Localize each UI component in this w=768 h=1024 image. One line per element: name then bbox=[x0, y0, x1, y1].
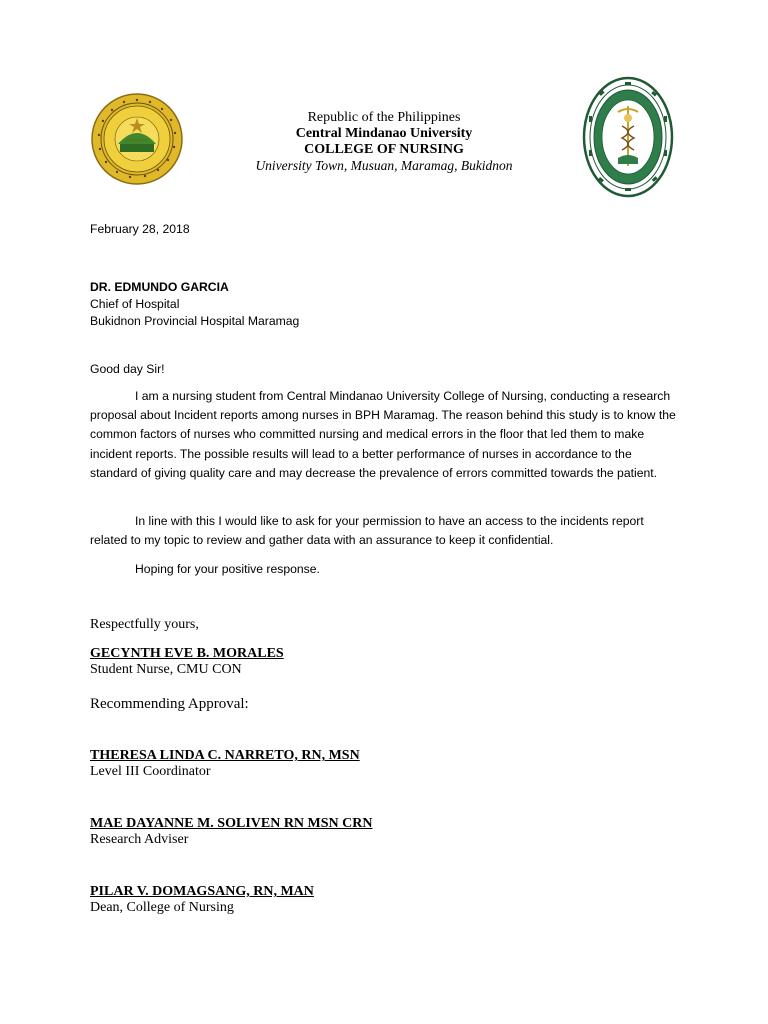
addressee-block bbox=[90, 279, 299, 330]
letterhead-address: University Town, Musuan, Maramag, Bukidnon bbox=[255, 158, 513, 173]
approver-signature-block bbox=[90, 748, 360, 780]
approver-title: Research Adviser bbox=[90, 832, 189, 847]
letter-date: February 28, 2018 bbox=[90, 222, 190, 236]
approver-name: PILAR V. DOMAGSANG, RN, MAN bbox=[90, 884, 314, 899]
approver-name: THERESA LINDA C. NARRETO, RN, MSN bbox=[90, 748, 360, 763]
body-paragraph-3 bbox=[90, 560, 320, 579]
addressee-institution: Bukidnon Provincial Hospital Maramag bbox=[90, 314, 300, 328]
approver-title: Level III Coordinator bbox=[90, 764, 211, 779]
recommending-approval-label: Recommending Approval: bbox=[90, 696, 249, 712]
addressee-title: Chief of Hospital bbox=[90, 297, 180, 311]
sender-signature-block bbox=[90, 646, 284, 678]
university-seal-logo bbox=[90, 92, 184, 186]
body-paragraph-1 bbox=[90, 387, 678, 483]
sender-title: Student Nurse, CMU CON bbox=[90, 662, 242, 677]
letterhead bbox=[200, 110, 568, 174]
sender-name: GECYNTH EVE B. MORALES bbox=[90, 646, 284, 661]
approver-signature-block bbox=[90, 816, 373, 848]
closing: Respectfully yours, bbox=[90, 617, 199, 632]
letterhead-college: COLLEGE OF NURSING bbox=[304, 142, 464, 157]
letterhead-country: Republic of the Philippines bbox=[307, 110, 461, 125]
approver-title: Dean, College of Nursing bbox=[90, 900, 234, 915]
paragraph-text: I am a nursing student from Central Mindanao University College of Nursing, conducting a research proposal about Incident reports among nurses in BPH Maramag. The reason behind this study is to know the common factors of nurses who committed nursing and medical errors in the floor that led them to make incident reports. The possible results will lead to a better performance of nurses in accordance to the standard of giving quality care and may decrease the prevalence of errors committed towards the patient. bbox=[90, 389, 676, 480]
addressee-name: DR. EDMUNDO GARCIA bbox=[90, 280, 229, 294]
body-paragraph-2 bbox=[90, 512, 678, 550]
college-of-nursing-seal-logo bbox=[582, 76, 674, 198]
approver-signature-block bbox=[90, 884, 314, 916]
approver-name: MAE DAYANNE M. SOLIVEN RN MSN CRN bbox=[90, 816, 373, 831]
paragraph-text: In line with this I would like to ask for your permission to have an access to the incidents report related to my topic to review and gather data with an assurance to keep it confidential. bbox=[90, 514, 644, 548]
salutation: Good day Sir! bbox=[90, 362, 165, 376]
paragraph-text: Hoping for your positive response. bbox=[135, 562, 320, 576]
letterhead-university: Central Mindanao University bbox=[295, 126, 473, 141]
